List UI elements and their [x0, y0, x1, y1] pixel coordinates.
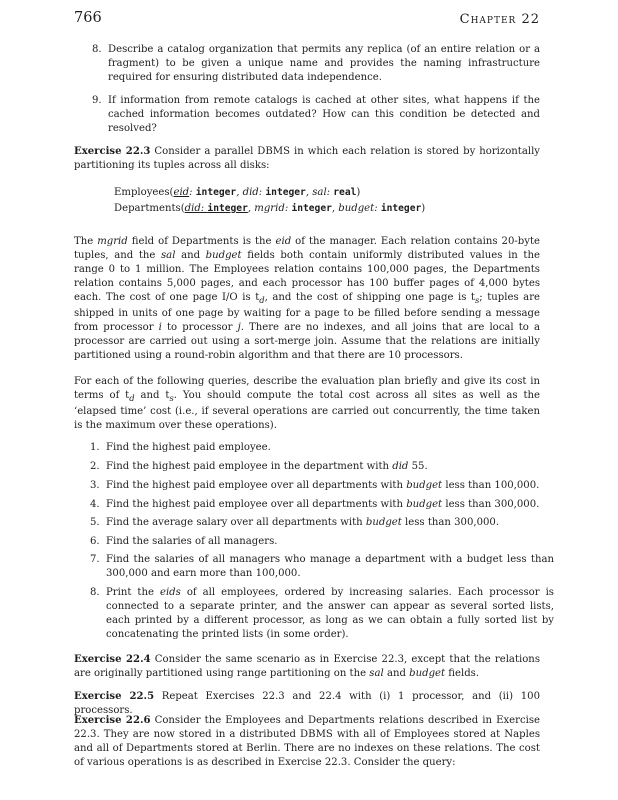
- text-run: fields both contain uniformly distributed values in the range 0 to 1 million. The Employees relation contains 100,000 pages, the Departments relation contains 5,000 pages, and each processor has 100 buffer pages of 4,000 bytes each. The cost of one page I/O is t: [74, 250, 540, 303]
- field-name: budget: [406, 499, 443, 510]
- item-number: 2.: [90, 461, 100, 472]
- item-text: less than 300,000.: [405, 517, 500, 528]
- chapter-heading: Chapter 22: [459, 12, 540, 27]
- query-item: [90, 553, 554, 581]
- relation-name: Departments(: [114, 203, 185, 214]
- exercise-label: Exercise 22.6: [74, 715, 151, 726]
- query-item: [90, 498, 554, 512]
- relation-name: Employees(: [114, 187, 174, 198]
- item-number: 7.: [90, 554, 100, 565]
- item-text: Find the highest paid employee.: [106, 442, 271, 453]
- attribute: , sal:: [305, 187, 334, 198]
- key-attribute: did:: [184, 203, 208, 214]
- query-item: [90, 460, 554, 474]
- item-text: Find the highest paid employee over all departments with: [106, 499, 403, 510]
- type-label: integer: [380, 203, 422, 214]
- text-run: . There are no indexes, and all joins that are local to a processor are carried out using a sort-merge join. Assume that the relations are initially partitioned using a round-robin algorithm and that there are 10 processors.: [74, 322, 540, 362]
- item-text: Find the highest paid employee over all departments with: [106, 480, 403, 491]
- exercise-22-6: [74, 714, 540, 770]
- item-text: Find the average salary over all departments with: [106, 517, 363, 528]
- item-text: less than 300,000.: [445, 499, 540, 510]
- text-run: of the manager. Each relation contains 20-byte tuples, and the: [74, 236, 540, 261]
- query-item: [90, 479, 554, 493]
- exercise-text: Consider a parallel DBMS in which each relation is stored by horizontally partitioning its tuples across all disks:: [74, 146, 541, 171]
- text-run: and: [181, 250, 201, 261]
- exercise-22-3-description: [74, 235, 540, 363]
- text-run: . You should compute the total cost across all sites as well as the ‘elapsed time’ cost (i.e., if several operations are carried out concurrently, the time taken is the maximum over these operations).: [74, 390, 540, 432]
- variable: i: [158, 322, 162, 334]
- item-number: 8.: [90, 587, 100, 598]
- type-label: integer: [207, 203, 248, 214]
- subscript: d: [259, 295, 265, 306]
- page-number: 766: [74, 10, 102, 26]
- field-name: eids: [159, 587, 181, 598]
- item-number: 6.: [90, 536, 100, 547]
- text-run: ; tuples are shipped in units of one page by waiting for a page to be filled before sending a message from processor: [74, 292, 540, 334]
- field-name: mgrid: [97, 236, 128, 247]
- list-item: [92, 43, 540, 85]
- item-text: Describe a catalog organization that permits any replica (of an entire relation or a fragment) to be given a unique name and provides the naming infrastructure required for ensuring distributed data independence.: [108, 44, 540, 83]
- subscript: s: [474, 295, 480, 306]
- subscript: s: [169, 393, 174, 404]
- key-attribute: eid: [173, 187, 190, 198]
- item-text: 55.: [411, 461, 428, 472]
- type-label: real: [333, 187, 357, 198]
- exercise-text: and: [386, 668, 406, 679]
- item-number: 3.: [90, 480, 100, 491]
- type-label: integer: [265, 187, 306, 198]
- item-text: Print the: [106, 587, 154, 598]
- exercise-text: fields.: [448, 668, 480, 679]
- schema-sep: :: [189, 187, 196, 198]
- item-text: Find the salaries of all managers who manage a department with a budget less than 300,000 and earn more than 100,000.: [106, 554, 554, 579]
- item-text: less than 100,000.: [445, 480, 540, 491]
- text-run: and t: [140, 390, 170, 401]
- text-run: The: [74, 236, 94, 247]
- list-item: [92, 94, 540, 136]
- item-number: 9.: [92, 95, 102, 106]
- field-name: budget: [409, 668, 446, 679]
- item-text: of all employees, ordered by increasing salaries. Each processor is connected to a separate printer, and the answer can appear as several sorted lists, each printed by a different processor, as long as we can obtain a fully sorted list by concatenating the printed lists (in some order).: [106, 587, 554, 640]
- query-item: [90, 441, 554, 455]
- variable: j: [237, 322, 241, 334]
- field-name: eid: [275, 236, 292, 247]
- query-item: [90, 535, 554, 549]
- attribute: , did:: [236, 187, 266, 198]
- exercise-label: Exercise 22.5: [74, 691, 155, 702]
- item-number: 8.: [92, 44, 102, 55]
- field-name: did: [392, 461, 409, 472]
- field-name: budget: [406, 480, 443, 491]
- exercise-text: Consider the same scenario as in Exercise 22.3, except that the relations are originally partitioned using range partitioning on the: [74, 654, 540, 679]
- exercise-label: Exercise 22.3: [74, 146, 151, 157]
- schema-employees: [114, 186, 360, 201]
- type-label: integer: [291, 203, 332, 214]
- text-run: to processor: [166, 322, 233, 334]
- item-number: 1.: [90, 442, 100, 453]
- schema-departments: [114, 202, 425, 217]
- exercise-22-4: [74, 653, 540, 681]
- field-name: sal: [369, 668, 384, 679]
- type-label: integer: [195, 187, 237, 198]
- text-run: , and the cost of shipping one page is t: [264, 292, 475, 303]
- item-number: 4.: [90, 499, 100, 510]
- exercise-22-3-instructions: [74, 375, 540, 433]
- exercise-22-3-intro: [74, 145, 540, 173]
- item-number: 5.: [90, 517, 100, 528]
- field-name: budget: [365, 517, 402, 528]
- field-name: sal: [161, 250, 176, 261]
- schema-close: ): [356, 187, 361, 198]
- field-name: budget: [205, 250, 242, 261]
- item-text: Find the salaries of all managers.: [106, 536, 278, 547]
- exercise-text: Consider the Employees and Departments relations described in Exercise 22.3. They are now stored in a distributed DBMS with all of Employees stored at Naples and all of Departments stored at Berlin. There are no indexes on these relations. The cost of various operations is as described in Exercise 22.3. Consider the query:: [74, 715, 540, 768]
- exercise-text: Repeat Exercises 22.3 and 22.4 with (i) 1 processor, and (ii) 100 processors.: [74, 691, 540, 716]
- item-text: If information from remote catalogs is cached at other sites, what happens if the cached information becomes outdated? How can this condition be detected and resolved?: [108, 95, 540, 134]
- text-run: For each of the following queries, describe the evaluation plan briefly and give its cost in terms of t: [74, 376, 540, 401]
- exercise-label: Exercise 22.4: [74, 654, 151, 665]
- attribute: , mgrid:: [247, 203, 292, 214]
- query-item: [90, 586, 554, 642]
- query-item: [90, 516, 554, 530]
- text-run: field of Departments is the: [131, 236, 272, 247]
- subscript: d: [129, 393, 135, 404]
- attribute: , budget:: [331, 203, 381, 214]
- schema-close: ): [421, 203, 426, 214]
- item-text: Find the highest paid employee in the department with: [106, 461, 390, 472]
